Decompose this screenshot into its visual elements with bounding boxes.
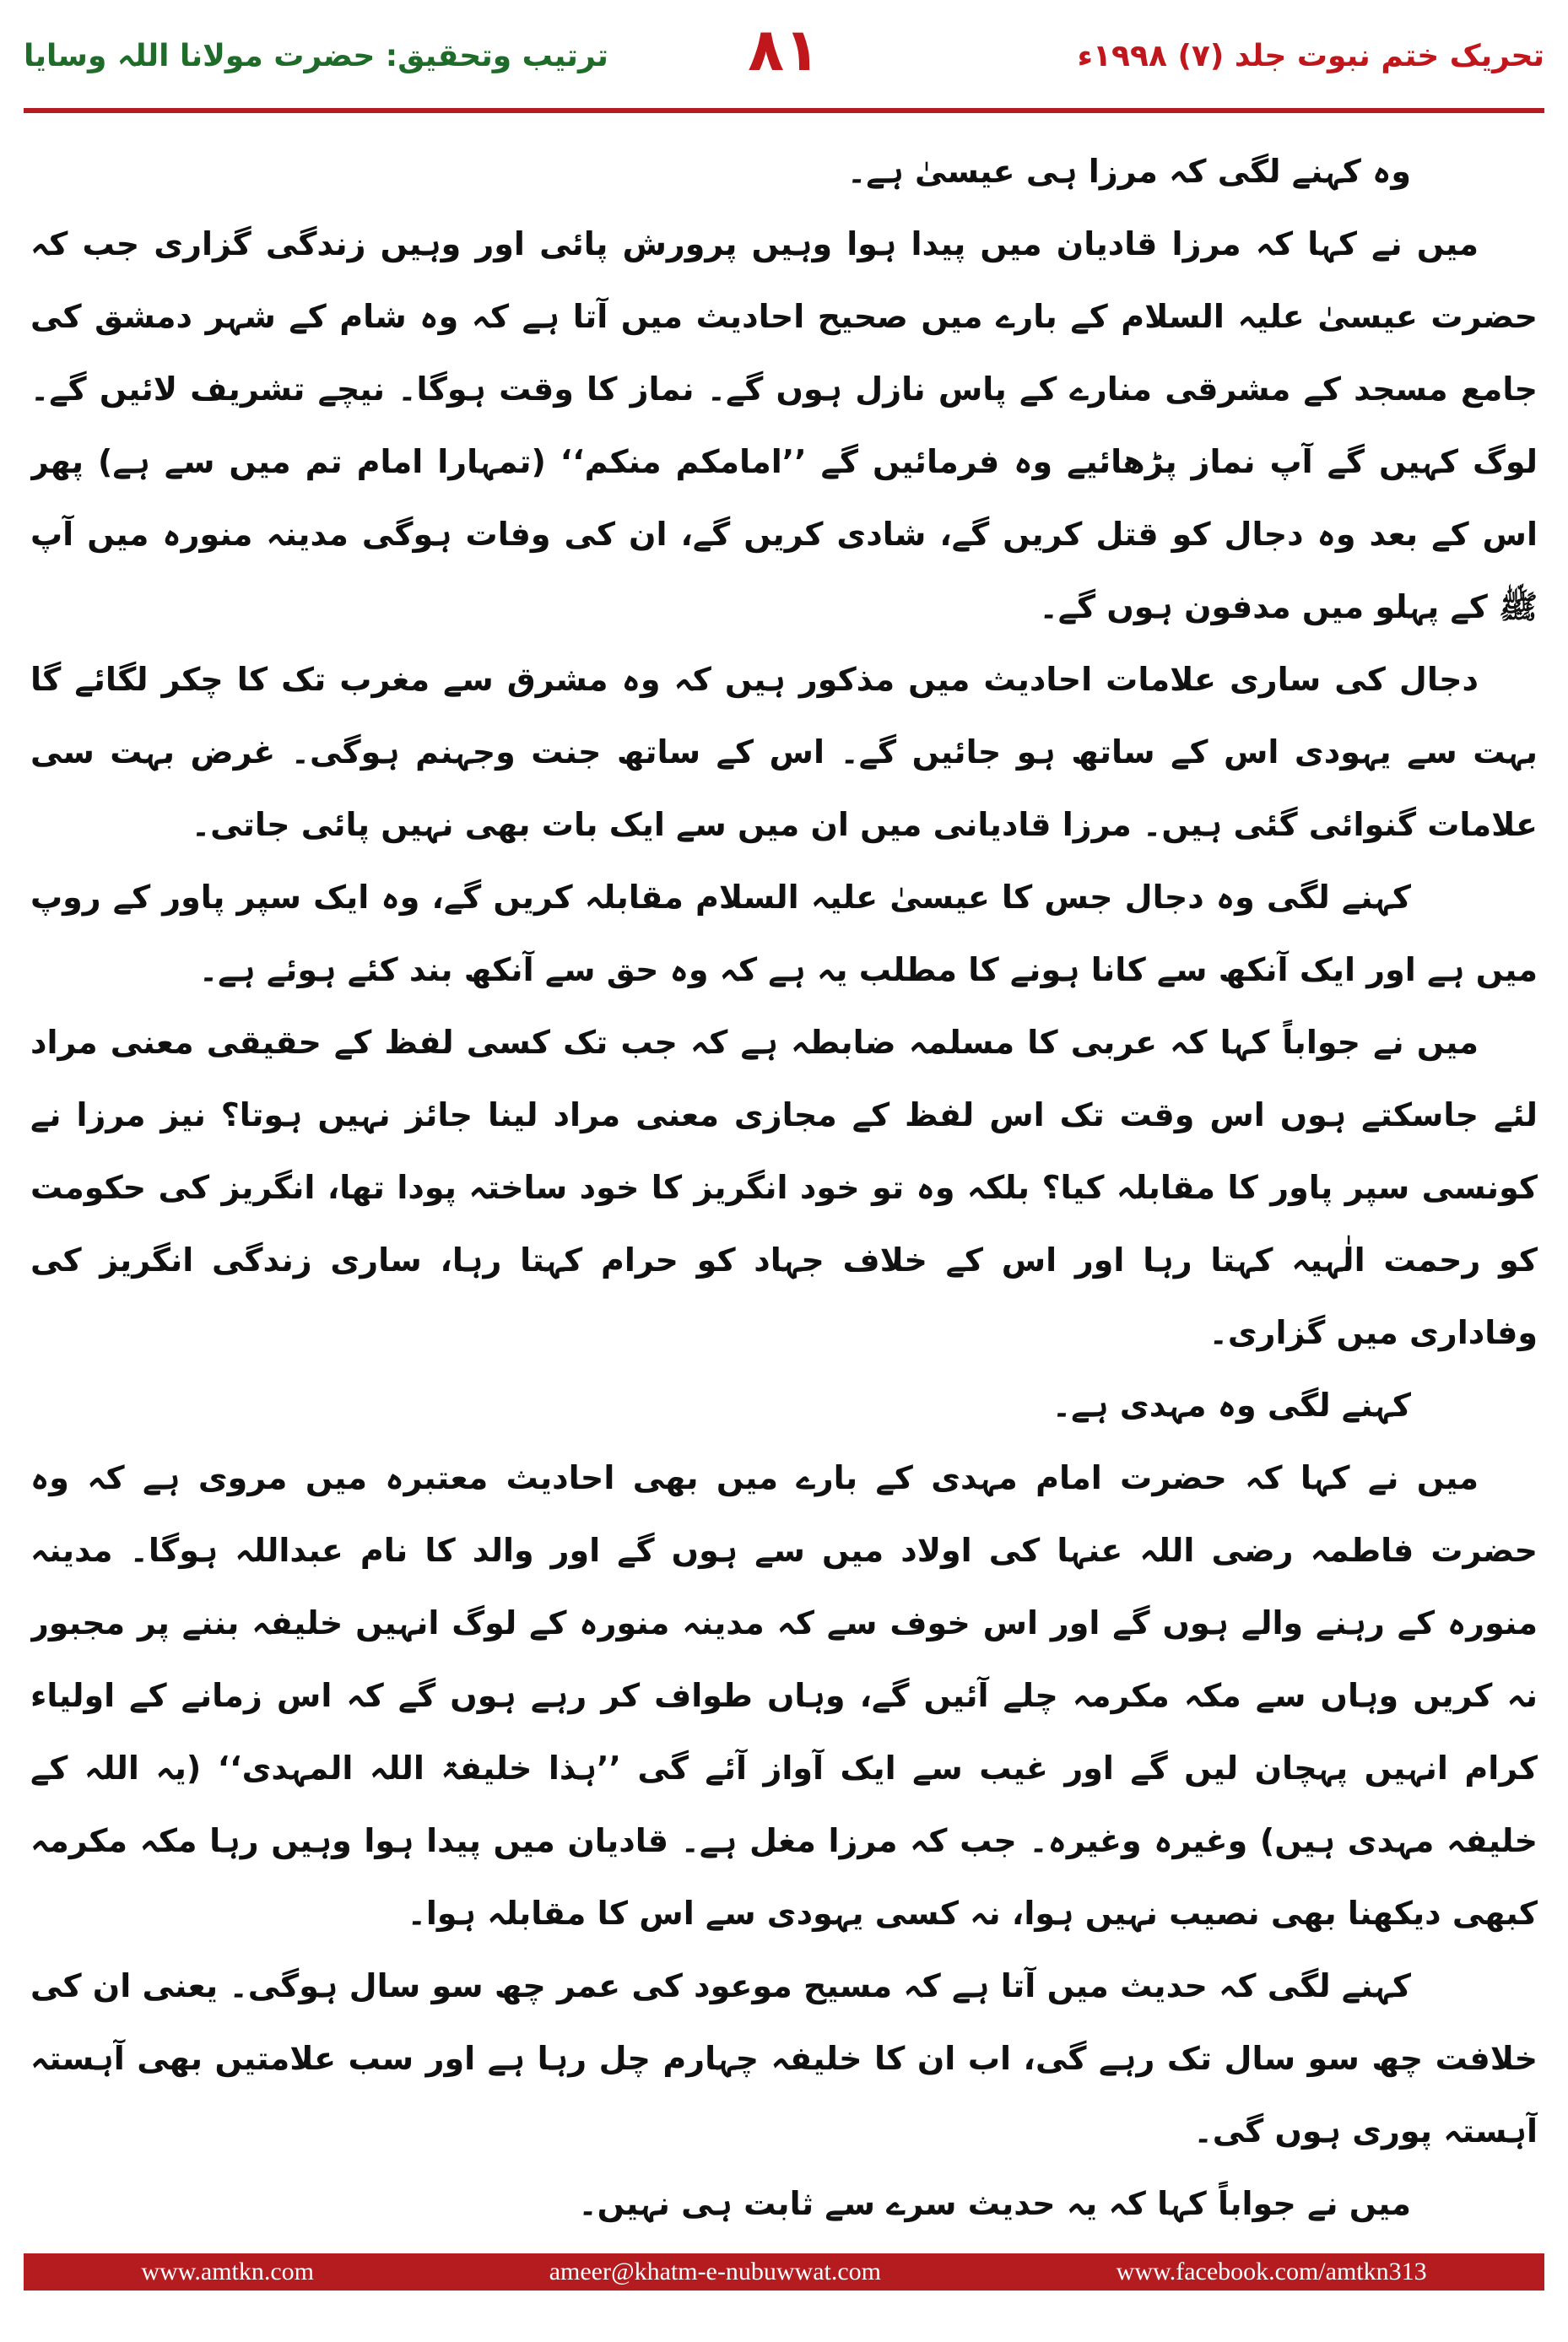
paragraph: میں نے جواباً کہا کہ عربی کا مسلمہ ضابطہ ہے کہ جب تک کسی لفظ کے حقیقی معنی مراد لئے جاسکتے ہوں اس وقت تک اس لفظ کے مجازی معنی مراد لینا جائز نہیں ہوتا؟ نیز مرزا نے کونسی سپر پاور کا مقابلہ کیا؟ بلکہ وہ تو خود انگریز کا خود ساختہ پودا تھا، انگریز کی حکومت کو رحمت الٰہیہ کہتا رہا اور اس کے خلاف جہاد کو حرام کہتا رہا، ساری زندگی انگریز کی وفاداری میں گزاری۔ xyxy=(30,1024,1538,1351)
page-number: ۸۱ xyxy=(748,15,820,84)
footer-facebook-link[interactable]: www.facebook.com/amtkn313 xyxy=(1116,2258,1427,2285)
paragraph: کہنے لگی کہ حدیث میں آتا ہے کہ مسیح موعود کی عمر چھ سو سال ہوگی۔ یعنی ان کی خلافت چھ سو سال تک رہے گی، اب ان کا خلیفہ چہارم چل رہا ہے اور سب علامتیں بھی آہستہ آہستہ پوری ہوں گی۔ xyxy=(30,1967,1538,2150)
page-footer xyxy=(24,2253,1544,2291)
paragraph: دجال کی ساری علامات احادیث میں مذکور ہیں کہ وہ مشرق سے مغرب تک کا چکر لگائے گا بہت سے یہودی اس کے ساتھ ہو جائیں گے۔ اس کے ساتھ جنت وجہنم ہوگی۔ غرض بہت سی علامات گنوائی گئی ہیں۔ مرزا قادیانی میں ان میں سے ایک بات بھی نہیں پائی جاتی۔ xyxy=(30,661,1538,843)
paragraph: میں نے کہا کہ حضرت امام مہدی کے بارے میں بھی احادیث معتبرہ میں مروی ہے کہ وہ حضرت فاطمہ رضی اللہ عنہا کی اولاد میں سے ہوں گے اور والد کا نام عبداللہ ہوگا۔ مدینہ منورہ کے رہنے والے ہوں گے اور اس خوف سے کہ مدینہ منورہ کے لوگ انہیں خلیفہ بننے پر مجبور نہ کریں وہاں سے مکہ مکرمہ چلے آئیں گے، وہاں طواف کر رہے ہوں گے کہ اس زمانے کے اولیاء کرام انہیں پہچان لیں گے اور غیب سے ایک آواز آئے گی ’’ہذا خلیفۃ اللہ المہدی‘‘ (یہ اللہ کے خلیفہ مہدی ہیں) وغیرہ وغیرہ۔ جب کہ مرزا مغل ہے۔ قادیان میں پیدا ہوا وہیں رہا مکہ مکرمہ کبھی دیکھنا بھی نصیب نہیں ہوا، نہ کسی یہودی سے اس کا مقابلہ ہوا۔ xyxy=(30,1459,1538,1932)
paragraph: کہنے لگی وہ دجال جس کا عیسیٰ علیہ السلام مقابلہ کریں گے، وہ ایک سپر پاور کے روپ میں ہے اور ایک آنکھ سے کانا ہونے کا مطلب یہ ہے کہ وہ حق سے آنکھ بند کئے ہوئے ہے۔ xyxy=(30,879,1538,988)
paragraph: کہنے لگی وہ مہدی ہے۔ xyxy=(1052,1387,1411,1424)
footer-email-link[interactable]: ameer@khatm-e-nubuwwat.com xyxy=(549,2258,881,2285)
paragraph: میں نے کہا کہ مرزا قادیان میں پیدا ہوا وہیں پرورش پائی اور وہیں زندگی گزاری جب کہ حضرت عیسیٰ علیہ السلام کے بارے میں صحیح احادیث میں آتا ہے کہ وہ شام کے شہر دمشق کی جامع مسجد کے مشرقی منارے کے پاس نازل ہوں گے۔ نماز کا وقت ہوگا۔ نیچے تشریف لائیں گے۔ لوگ کہیں گے آپ نماز پڑھائیے وہ فرمائیں گے ’’امامکم منکم‘‘ (تمہارا امام تم میں سے ہے) پھر اس کے بعد وہ دجال کو قتل کریں گے، شادی کریں گے، ان کی وفات ہوگی مدینہ منورہ میں آپ ﷺ کے پہلو میں مدفون ہوں گے۔ xyxy=(30,225,1538,625)
page-header xyxy=(24,15,1544,108)
page-body xyxy=(30,135,1538,2228)
header-divider xyxy=(24,108,1544,113)
paragraph: میں نے جواباً کہا کہ یہ حدیث سرے سے ثابت ہی نہیں۔ xyxy=(578,2185,1411,2222)
footer-website-link[interactable]: www.amtkn.com xyxy=(141,2258,315,2285)
header-book-title: تحریک ختم نبوت جلد (۷) ۱۹۹۸ء xyxy=(1077,39,1544,73)
header-author: ترتیب وتحقیق: حضرت مولانا اللہ وسایا xyxy=(24,39,608,73)
paragraph: وہ کہنے لگی کہ مرزا ہی عیسیٰ ہے۔ xyxy=(847,153,1411,190)
